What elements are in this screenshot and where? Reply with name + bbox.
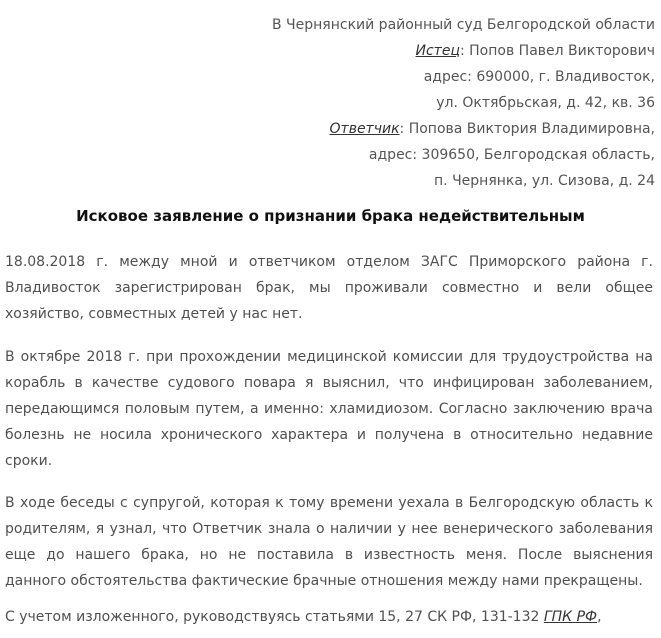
legal-basis-text: С учетом изложенного, руководствуясь статьями 15, 27 СК РФ, 131-132 [5, 609, 544, 625]
document-header [272, 12, 655, 194]
document-title: Исковое заявление о признании брака недействительным [76, 207, 585, 225]
paragraph-line: родителям, я узнал, что Ответчик знала о наличии у нее венерического заболевания [5, 521, 653, 537]
paragraph-marriage-registration [5, 249, 653, 327]
defendant-label-link[interactable]: Ответчик [329, 121, 400, 137]
paragraph-line: передающимся половым путем, а именно: хламидиозом. Согласно заключению врача [5, 401, 653, 417]
plaintiff-line [272, 38, 655, 64]
gpk-rf-link[interactable]: ГПК РФ [543, 609, 598, 625]
paragraph-line: В октябре 2018 г. при прохождении медицинской комиссии для трудоустройства на [5, 349, 653, 365]
defendant-address-line-1: адрес: 309650, Белгородская область, [368, 147, 655, 163]
defendant-line [272, 116, 655, 142]
plaintiff-address-line-1: адрес: 690000, г. Владивосток, [423, 69, 655, 85]
defendant-address-line-2: п. Чернянка, ул. Сизова, д. 24 [434, 173, 655, 189]
plaintiff-label-link[interactable]: Истец [415, 43, 460, 59]
legal-basis-tail: , [597, 609, 602, 625]
paragraph-line: еще до нашего брака, но не поставила в известность меня. После выяснения [5, 547, 653, 563]
paragraph-line: Владивосток зарегистрирован брак, мы проживали совместно и вели общее [5, 280, 653, 296]
paragraph-line: корабль в качестве судового повара я выяснил, что инфицирован заболеванием, [5, 375, 653, 391]
court-name: В Чернянский районный суд Белгородской области [272, 17, 655, 33]
paragraph-line: болезнь не носила хронического характера и получена в относительно недавние [5, 427, 653, 443]
plaintiff-address-line-2: ул. Октябрьская, д. 42, кв. 36 [436, 95, 655, 111]
paragraph-conversation [5, 490, 653, 594]
paragraph-line: данного обстоятельства фактические брачные отношения между нами прекращены. [5, 573, 643, 589]
paragraph-line [5, 604, 653, 630]
paragraph-legal-basis [5, 604, 653, 630]
defendant-name: : Попова Виктория Владимировна, [399, 121, 655, 137]
paragraph-medical-commission [5, 344, 653, 474]
paragraph-line: хозяйство, совместных детей у нас нет. [5, 306, 303, 322]
plaintiff-name: : Попов Павел Викторович [459, 43, 655, 59]
paragraph-line: В ходе беседы с супругой, которая к тому времени уехала в Белгородскую область к [5, 495, 653, 511]
paragraph-line: 18.08.2018 г. между мной и ответчиком отделом ЗАГС Приморского района г. [5, 254, 653, 270]
paragraph-line: сроки. [5, 453, 53, 469]
